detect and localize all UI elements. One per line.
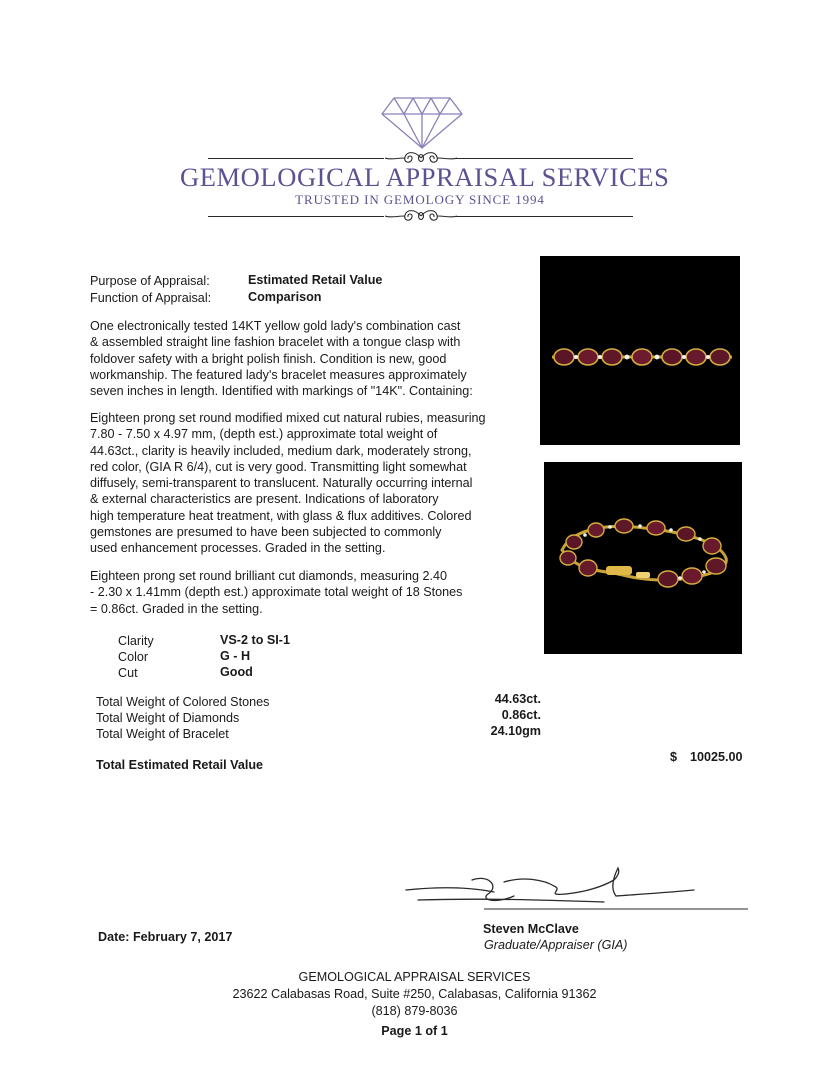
- page-number: Page 1 of 1: [381, 1024, 448, 1038]
- rubies-line: used enhancement processes. Graded in the setting.: [90, 541, 386, 556]
- description-line: foldover safety with a bright polish finish. Condition is new, good: [90, 351, 447, 366]
- bracelet-curved-illustration: [544, 462, 742, 654]
- retail-value-label: Total Estimated Retail Value: [96, 758, 264, 772]
- rubies-line: gemstones are presumed to have been subjected to commonly: [90, 525, 442, 540]
- purpose-value: Estimated Retail Value: [248, 273, 383, 287]
- grading-clarity-value: VS-2 to SI-1: [220, 633, 290, 647]
- rubies-line: red color, (GIA R 6/4), cut is very good. Transmitting light somewhat: [90, 459, 467, 474]
- diamond-logo-icon: [380, 92, 464, 150]
- diamonds-line: = 0.86ct. Graded in the setting.: [90, 601, 263, 616]
- footer-phone: (818) 879-8036: [371, 1004, 458, 1018]
- bracelet-photo-straight: [540, 256, 740, 445]
- description-line: seven inches in length. Identified with markings of "14K". Containing:: [90, 384, 473, 399]
- grading-color-value: G - H: [220, 649, 251, 663]
- header-rule: [208, 158, 384, 159]
- bracelet-photo-curved: [544, 462, 742, 654]
- grading-color-label: Color: [118, 650, 149, 664]
- grading-clarity-label: Clarity: [118, 634, 154, 648]
- grading-cut-value: Good: [220, 665, 253, 679]
- description-line: One electronically tested 14KT yellow gold lady's combination cast: [90, 319, 461, 333]
- rubies-line: high temperature heat treatment, with glass & flux additives. Colored: [90, 508, 472, 523]
- rubies-line: diffusely, semi-transparent to translucent. Naturally occurring internal: [90, 476, 473, 491]
- grading-cut-label: Cut: [118, 666, 138, 680]
- description-paragraph: [90, 318, 530, 399]
- header-company-name: GEMOLOGICAL APPRAISAL SERVICES: [180, 162, 670, 192]
- function-label: Function of Appraisal:: [90, 291, 212, 305]
- function-value: Comparison: [248, 290, 322, 304]
- rubies-line: 7.80 - 7.50 x 4.97 mm, (depth est.) approximate total weight of: [90, 427, 438, 442]
- header-rule: [455, 158, 633, 159]
- appraiser-name: Steven McClave: [483, 922, 579, 936]
- description-line: workmanship. The featured lady's bracelet measures approximately: [90, 367, 467, 382]
- total-bracelet-value: 24.10gm: [490, 724, 541, 738]
- rubies-line: & external characteristics are present. Indications of laboratory: [90, 492, 439, 507]
- footer-address: 23622 Calabasas Road, Suite #250, Calabasas, California 91362: [232, 987, 597, 1001]
- diamonds-paragraph: [90, 568, 530, 617]
- total-colored-stones-label: Total Weight of Colored Stones: [96, 695, 270, 709]
- header-tagline: TRUSTED IN GEMOLOGY SINCE 1994: [295, 192, 545, 207]
- total-diamonds-value: 0.86ct.: [501, 708, 541, 722]
- rubies-paragraph: [90, 410, 530, 557]
- retail-amount: 10025.00: [690, 750, 743, 764]
- appraisal-date: Date: February 7, 2017: [98, 930, 233, 944]
- footer-company: GEMOLOGICAL APPRAISAL SERVICES: [298, 970, 531, 984]
- appraiser-title: Graduate/Appraiser (GIA): [484, 938, 628, 952]
- appraiser-signature: [404, 866, 750, 916]
- purpose-label: Purpose of Appraisal:: [90, 274, 210, 288]
- ornament-scroll-icon: [385, 207, 457, 225]
- diamonds-line: Eighteen prong set round brilliant cut diamonds, measuring 2.40: [90, 569, 448, 583]
- header-rule: [455, 216, 633, 217]
- retail-currency: $: [670, 750, 678, 764]
- rubies-line: Eighteen prong set round modified mixed cut natural rubies, measuring: [90, 411, 486, 425]
- diamonds-line: - 2.30 x 1.41mm (depth est.) approximate total weight of 18 Stones: [90, 585, 463, 600]
- description-line: & assembled straight line fashion bracelet with a tongue clasp with: [90, 335, 461, 350]
- total-bracelet-label: Total Weight of Bracelet: [96, 727, 229, 741]
- total-colored-stones-value: 44.63ct.: [494, 692, 541, 706]
- rubies-line: 44.63ct., clarity is heavily included, medium dark, moderately strong,: [90, 443, 472, 458]
- header-rule: [208, 216, 384, 217]
- bracelet-straight-illustration: [540, 256, 740, 445]
- total-diamonds-label: Total Weight of Diamonds: [96, 711, 240, 725]
